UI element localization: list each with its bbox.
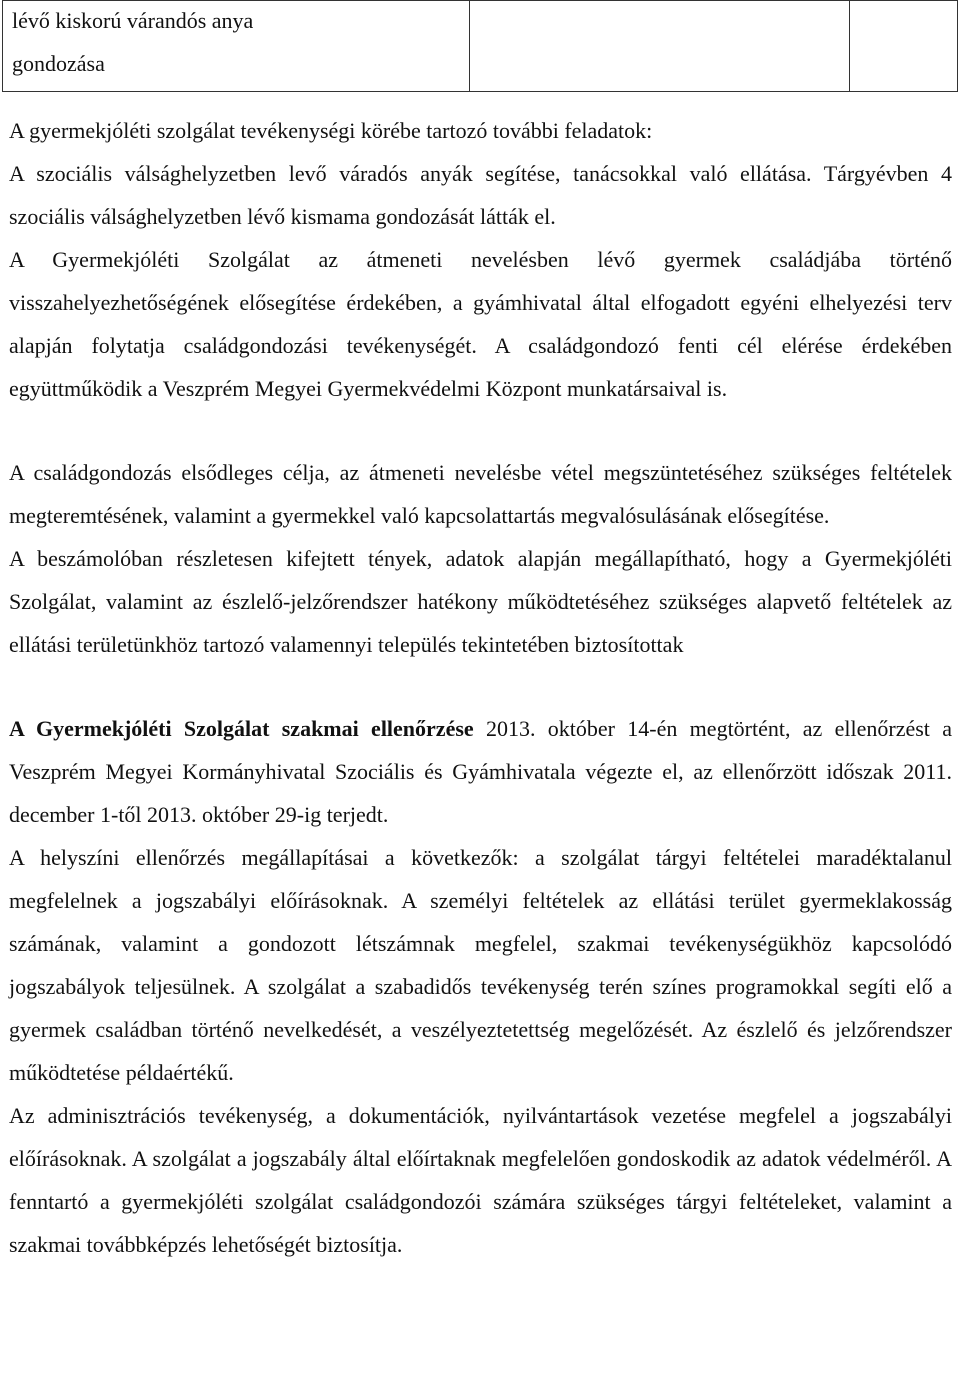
document-body [9,109,952,1266]
paragraph-further-tasks: A gyermekjóléti szolgálat tevékenységi körébe tartozó további feladatok: [9,118,653,143]
paragraph-administration: Az adminisztrációs tevékenység, a dokumentációk, nyilvántartások vezetése megfelel a jogszabályi előírásoknak. A szolgálat a jogszabály által előírtaknak megfelelően gondoskodik az adatok védelméről. A fenntartó a gyermekjóléti szolgálat családgondozói számára szükséges tárgyi feltételeket, valamint a szakmai továbbképzés lehetőségét biztosítja. [9,1103,952,1257]
paragraph-inspection [9,707,952,836]
table-cell-empty-1 [469,1,849,92]
paragraph-family-care-goal: A családgondozás elsődleges célja, az átmeneti nevelésbe vétel megszüntetéséhez szükséges feltételek megteremtésének, valamint a gyermekkel való kapcsolattartás megvalósulásának elősegítése. [9,460,952,528]
paragraph-inspection-findings: A helyszíni ellenőrzés megállapításai a következők: a szolgálat tárgyi feltételei maradéktalanul megfelelnek a jogszabályi előírásoknak. A személyi feltételek az ellátási terület gyermeklakosság számának, valamint a gondozott létszámnak megfelel, szakmai tevékenységükhöz kapcsolódó jogszabályok teljesülnek. A szolgálat a szabadidős tevékenység terén színes programokkal segíti elő a gyermek családban történő nevelkedését, a veszélyeztetettség megelőzését. Az észlelő és jelzőrendszer működtetése példaértékű. [9,845,952,1085]
paragraph-family-reintegration: A Gyermekjóléti Szolgálat az átmeneti nevelésben lévő gyermek családjába történő visszahelyezhetőségének elősegítése érdekében, a gyámhivatal által elfogadott egyéni elhelyezési terv alapján folytatja családgondozási tevékenységét. A családgondozó fenti cél elérése érdekében együttműködik a Veszprém Megyei Gyermekvédelmi Központ munkatársaival is. [9,247,952,401]
table-cell-description [3,1,470,92]
cell-text-line-1: lévő kiskorú várandós anya [12,8,254,33]
table-cell-empty-2 [850,1,958,92]
paragraph-report-conclusion: A beszámolóban részletesen kifejtett tények, adatok alapján megállapítható, hogy a Gyermekjóléti Szolgálat, valamint az észlelő-jelzőrendszer hatékony működtetéséhez szükséges alapvető feltételek az ellátási területünkhöz tartozó valamennyi település tekintetében biztosítottak [9,546,952,657]
paragraph-crisis-mothers: A szociális válsághelyzetben levő váradós anyák segítése, tanácsokkal való ellátása. Tárgyévben 4 szociális válsághelyzetben lévő kismama gondozását látták el. [9,161,952,229]
cell-text-line-2: gondozása [12,51,105,76]
inspection-text: 2013. október 14-én megtörtént, az ellenőrzést a Veszprém Megyei Kormányhivatal Szociális és Gyámhivatala végezte el, az ellenőrzött időszak 2011. december 1-től 2013. október 29-ig terjedt. [9,716,952,827]
summary-table [2,0,958,92]
inspection-heading: A Gyermekjóléti Szolgálat szakmai ellenőrzése [9,716,474,741]
paragraph-spacer [9,410,952,451]
table-row [3,1,958,92]
paragraph-spacer [9,666,952,707]
